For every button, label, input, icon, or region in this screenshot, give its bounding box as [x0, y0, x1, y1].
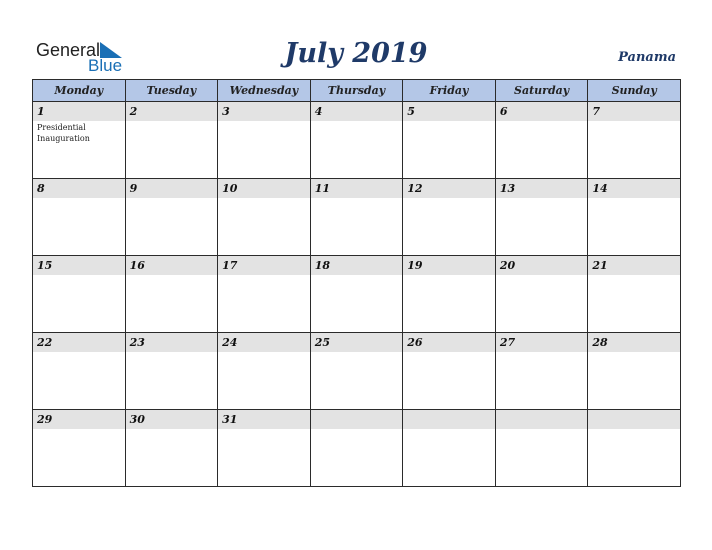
day-number: 7 [588, 102, 680, 121]
day-cell [125, 256, 218, 333]
day-cell [403, 179, 496, 256]
day-number [496, 410, 588, 429]
day-number: 24 [218, 333, 310, 352]
day-cell [588, 333, 681, 410]
day-number: 16 [126, 256, 218, 275]
day-cell [33, 179, 126, 256]
day-number: 18 [311, 256, 403, 275]
logo-blue-text: Blue [88, 56, 123, 75]
week-row [33, 256, 681, 333]
day-cell [403, 410, 496, 487]
day-cell [33, 410, 126, 487]
day-number: 29 [33, 410, 125, 429]
weekday-header: Thursday [310, 80, 403, 102]
day-cell [588, 179, 681, 256]
day-cell [125, 333, 218, 410]
day-cell [218, 256, 311, 333]
day-number: 4 [311, 102, 403, 121]
logo-general-text: General [36, 40, 101, 60]
day-number [403, 410, 495, 429]
day-number [588, 410, 680, 429]
day-cell [125, 102, 218, 179]
weekday-header: Wednesday [218, 80, 311, 102]
day-cell [495, 333, 588, 410]
day-number: 19 [403, 256, 495, 275]
holiday-event: Presidential Inauguration [37, 123, 90, 143]
calendar-grid [32, 79, 681, 487]
day-cell [125, 179, 218, 256]
day-number: 13 [496, 179, 588, 198]
day-number: 14 [588, 179, 680, 198]
weekday-header: Sunday [588, 80, 681, 102]
day-cell [125, 410, 218, 487]
day-number: 25 [311, 333, 403, 352]
day-cell [310, 410, 403, 487]
day-cell [403, 102, 496, 179]
day-cell [310, 102, 403, 179]
day-number: 11 [311, 179, 403, 198]
day-cell [33, 256, 126, 333]
day-number: 21 [588, 256, 680, 275]
day-cell [310, 256, 403, 333]
weekday-header: Tuesday [125, 80, 218, 102]
day-cell [218, 102, 311, 179]
day-cell [218, 333, 311, 410]
week-row [33, 179, 681, 256]
day-number: 2 [126, 102, 218, 121]
day-cell [403, 256, 496, 333]
weekday-header: Friday [403, 80, 496, 102]
week-row [33, 333, 681, 410]
day-cell [310, 333, 403, 410]
day-number: 6 [496, 102, 588, 121]
day-number: 22 [33, 333, 125, 352]
day-cell [403, 333, 496, 410]
day-number: 3 [218, 102, 310, 121]
day-number: 12 [403, 179, 495, 198]
day-number: 15 [33, 256, 125, 275]
day-number: 17 [218, 256, 310, 275]
day-number: 30 [126, 410, 218, 429]
day-cell [218, 410, 311, 487]
day-number: 27 [496, 333, 588, 352]
weekday-header: Monday [33, 80, 126, 102]
week-row [33, 102, 681, 179]
day-number: 20 [496, 256, 588, 275]
day-cell [495, 179, 588, 256]
day-cell [33, 333, 126, 410]
day-cell [495, 102, 588, 179]
country-label: Panama [618, 50, 676, 65]
day-number: 23 [126, 333, 218, 352]
day-cell [588, 256, 681, 333]
day-number: 1 [33, 102, 125, 121]
day-cell [310, 179, 403, 256]
week-row [33, 410, 681, 487]
day-cell [33, 102, 126, 179]
day-cell [588, 102, 681, 179]
day-number: 9 [126, 179, 218, 198]
day-cell [218, 179, 311, 256]
day-cell [495, 410, 588, 487]
day-number [311, 410, 403, 429]
day-number: 31 [218, 410, 310, 429]
weekday-header: Saturday [495, 80, 588, 102]
day-number: 10 [218, 179, 310, 198]
day-number: 26 [403, 333, 495, 352]
calendar-title: July 2019 [284, 38, 428, 69]
day-cell [495, 256, 588, 333]
day-cell [588, 410, 681, 487]
weekday-header-row [33, 80, 681, 102]
day-number: 5 [403, 102, 495, 121]
day-number: 28 [588, 333, 680, 352]
day-number: 8 [33, 179, 125, 198]
